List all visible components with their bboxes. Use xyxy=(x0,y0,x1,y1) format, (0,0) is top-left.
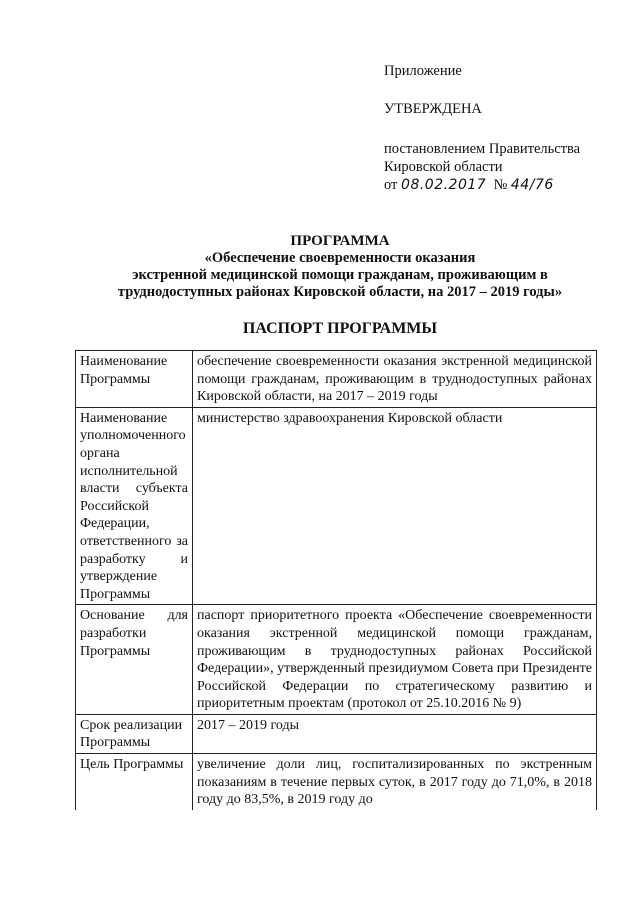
row-value: паспорт приоритетного проекта «Обеспечение своевременности оказания экстренной медицинской помощи гражданам, проживающим в труднодоступных районах Российской Федерации», утвержденный президиумом Совета при Президенте Российской Федерации по стратегическому развитию и приоритетным проектам (протокол от 25.10.2016 № 9) xyxy=(193,605,597,715)
table-row xyxy=(76,754,597,810)
passport-table xyxy=(75,350,597,810)
resolution-line-2: Кировской области xyxy=(384,159,503,175)
approval-stamp xyxy=(384,62,634,194)
program-title-line-2: экстренной медицинской помощи гражданам, проживающим в xyxy=(132,267,548,283)
passport-title: ПАСПОРТ ПРОГРАММЫ xyxy=(242,320,438,337)
date-value: 08.02.2017 xyxy=(401,177,487,193)
approved-label: УТВЕРЖДЕНА xyxy=(384,101,482,117)
number-prefix: № xyxy=(493,177,508,193)
program-title-line-1: «Обеспечение своевременности оказания xyxy=(204,250,476,266)
row-label: Цель Программы xyxy=(76,754,193,810)
row-value: министерство здравоохранения Кировской области xyxy=(193,407,597,605)
table-row xyxy=(76,714,597,753)
row-value: увеличение доли лиц, госпитализированных по экстренным показаниям в течение первых суток, в 2017 году до 71,0%, в 2018 году до 83,5%, в 2019 году до xyxy=(193,754,597,810)
program-title xyxy=(60,233,620,301)
appendix-label: Приложение xyxy=(384,63,462,79)
program-title-main: ПРОГРАММА xyxy=(290,233,390,249)
date-number-line xyxy=(384,176,634,194)
row-value: 2017 – 2019 годы xyxy=(193,714,597,753)
row-label: Срок реализации Программы xyxy=(76,714,193,753)
resolution-line-1: постановлением Правительства xyxy=(384,141,581,157)
program-title-line-3: труднодоступных районах Кировской области, на 2017 – 2019 годы» xyxy=(117,284,563,300)
date-prefix: от xyxy=(384,177,398,193)
row-label: Наименование Программы xyxy=(76,351,193,408)
row-label: Основание для разработки Программы xyxy=(76,605,193,715)
table-row xyxy=(76,605,597,715)
table-row xyxy=(76,351,597,408)
row-value: обеспечение своевременности оказания экстренной медицинской помощи гражданам, проживающим в труднодоступных районах Кировской области, на 2017 – 2019 годы xyxy=(193,351,597,408)
table-row xyxy=(76,407,597,605)
number-value: 44/76 xyxy=(510,177,554,193)
row-label: Наименование уполномоченного органа исполнительной власти субъекта Российской Федерации, ответственного за разработку и утверждение Программы xyxy=(76,407,193,605)
